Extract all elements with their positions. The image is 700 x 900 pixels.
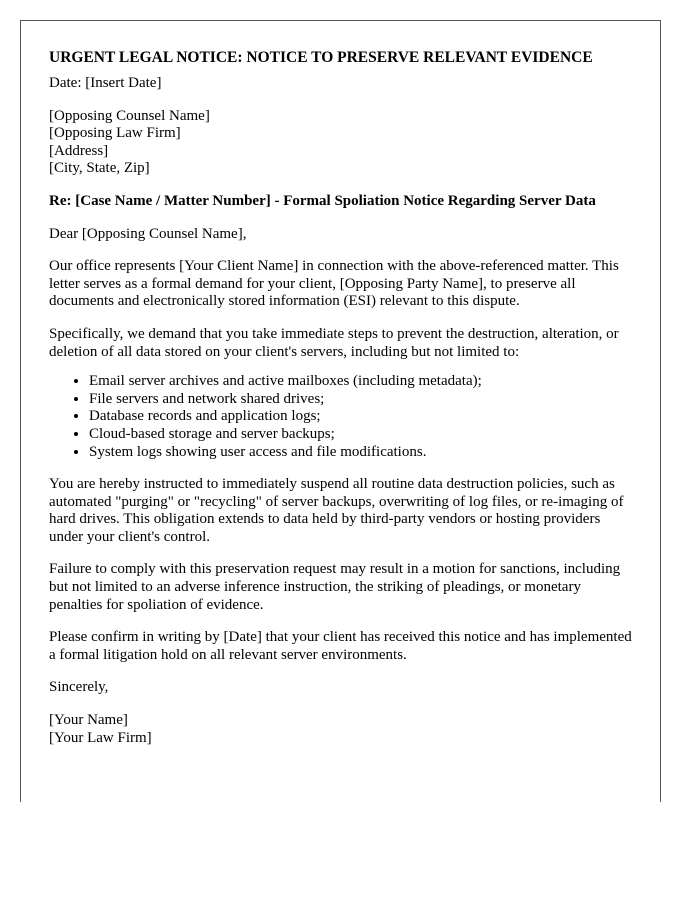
recipient-firm: [Opposing Law Firm] — [49, 125, 181, 142]
list-item: • Cloud-based storage and server backups; — [89, 426, 632, 444]
recipient-name: [Opposing Counsel Name] — [49, 107, 210, 124]
signature-block — [49, 712, 632, 747]
list-item: • System logs showing user access and file modifications. — [89, 444, 632, 462]
paragraph-confirm: Please confirm in writing by [Date] that your client has received this notice and has implemented a formal litigation hold on all relevant server environments. — [49, 629, 632, 663]
letter-title: URGENT LEGAL NOTICE: NOTICE TO PRESERVE RELEVANT EVIDENCE — [49, 49, 593, 66]
paragraph-instruction: You are hereby instructed to immediately suspend all routine data destruction policies, such as automated "purging" or "recycling" of server backups, overwriting of log files, or re-imaging of hard drives. This obligation extends to data held by third-party vendors or hosting providers under your client's control. — [49, 476, 624, 545]
signature-firm: [Your Law Firm] — [49, 729, 152, 746]
letter-page — [20, 20, 661, 802]
recipient-block — [49, 108, 632, 178]
list-item: • Email server archives and active mailboxes (including metadata); — [89, 373, 632, 391]
list-item: • File servers and network shared drives; — [89, 391, 632, 409]
paragraph-sanctions: Failure to comply with this preservation request may result in a motion for sanctions, including but not limited to an adverse inference instruction, the striking of pleadings, or monetary penalties for spoliation of evidence. — [49, 561, 621, 613]
salutation: Dear [Opposing Counsel Name], — [49, 225, 247, 242]
data-list — [49, 373, 632, 461]
signature-name: [Your Name] — [49, 712, 128, 729]
paragraph-demand: Specifically, we demand that you take immediate steps to prevent the destruction, alteration, or deletion of all data stored on your client's servers, including but not limited to: — [49, 325, 619, 360]
recipient-city: [City, State, Zip] — [49, 160, 150, 177]
list-item: • Database records and application logs; — [89, 408, 632, 426]
re-line: Re: [Case Name / Matter Number] - Formal Spoliation Notice Regarding Server Data — [49, 192, 596, 209]
recipient-address: [Address] — [49, 142, 109, 159]
letter-date: Date: [Insert Date] — [49, 75, 162, 91]
closing: Sincerely, — [49, 679, 109, 696]
paragraph-representation: Our office represents [Your Client Name] in connection with the above-referenced matter. This letter serves as a formal demand for your client, [Opposing Party Name], to preserve all documents and electronically stored information (ESI) relevant to this dispute. — [49, 258, 619, 310]
